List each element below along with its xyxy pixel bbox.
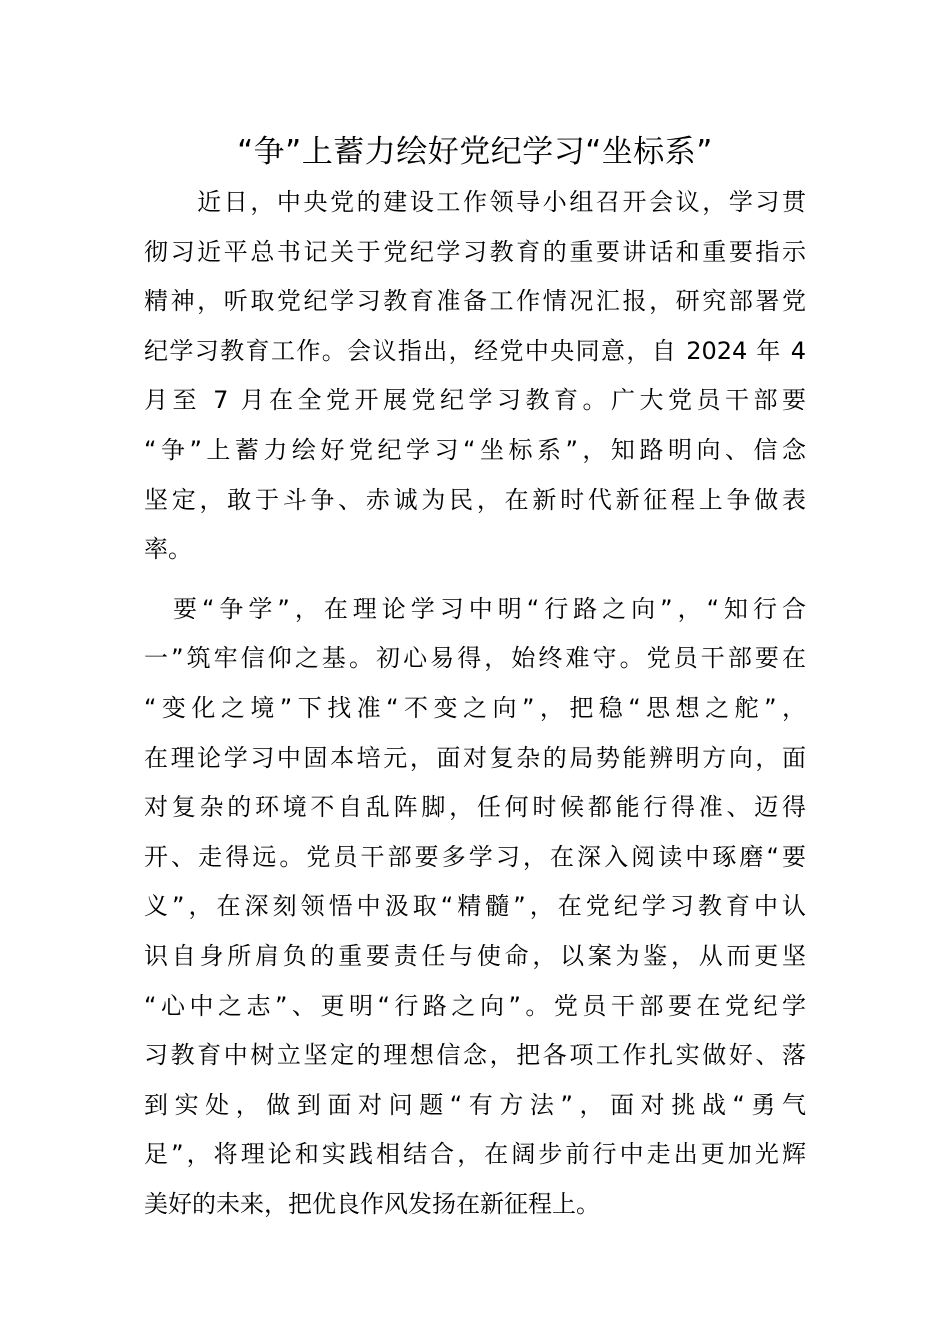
text-line: 对复杂的环境不自乱阵脚，任何时候都能行得准、迈得 <box>144 793 806 822</box>
text-line: 率。 <box>144 535 192 564</box>
text-line: 要“争学”，在理论学习中明“行路之向”，“知行合 <box>144 594 806 623</box>
document-title: “争”上蓄力绘好党纪学习“坐标系” <box>237 134 713 170</box>
text-line: “心中之志”、更明“行路之向”。党员干部要在党纪学 <box>144 991 806 1020</box>
document-body <box>144 178 806 1229</box>
text-line: 习教育中树立坚定的理想信念，把各项工作扎实做好、落 <box>144 1041 806 1070</box>
text-line: 纪学习教育工作。会议指出，经党中央同意，自 2024 年 4 <box>144 336 806 365</box>
text-line: 近日，中央党的建设工作领导小组召开会议，学习贯 <box>144 188 806 216</box>
paragraph <box>144 178 806 575</box>
paragraph <box>144 585 806 1230</box>
text-line: 彻习近平总书记关于党纪学习教育的重要讲话和重要指示 <box>144 237 806 266</box>
paragraph-gap <box>144 575 806 585</box>
text-line: 开、走得远。党员干部要多学习，在深入阅读中琢磨“要 <box>144 842 806 871</box>
text-line: 识自身所肩负的重要责任与使命，以案为鉴，从而更坚 <box>144 941 806 970</box>
text-line: 坚定，敢于斗争、赤诚为民，在新时代新征程上争做表 <box>144 485 806 514</box>
text-line: 美好的未来，把优良作风发扬在新征程上。 <box>144 1189 600 1218</box>
text-line: 在理论学习中固本培元，面对复杂的局势能辨明方向，面 <box>144 743 806 772</box>
text-line: “变化之境”下找准“不变之向”，把稳“思想之舵”， <box>144 693 806 722</box>
text-line: 一”筑牢信仰之基。初心易得，始终难守。党员干部要在 <box>144 644 806 673</box>
text-line: “争”上蓄力绘好党纪学习“坐标系”，知路明向、信念 <box>144 435 806 464</box>
text-line: 月至 7 月在全党开展党纪学习教育。广大党员干部要 <box>144 386 806 415</box>
text-line: 义”，在深刻领悟中汲取“精髓”，在党纪学习教育中认 <box>144 892 806 921</box>
text-line: 足”，将理论和实践相结合，在阔步前行中走出更加光辉 <box>144 1140 806 1169</box>
text-line: 到实处，做到面对问题“有方法”，面对挑战“勇气 <box>144 1090 806 1119</box>
text-line: 精神，听取党纪学习教育准备工作情况汇报，研究部署党 <box>144 287 806 316</box>
